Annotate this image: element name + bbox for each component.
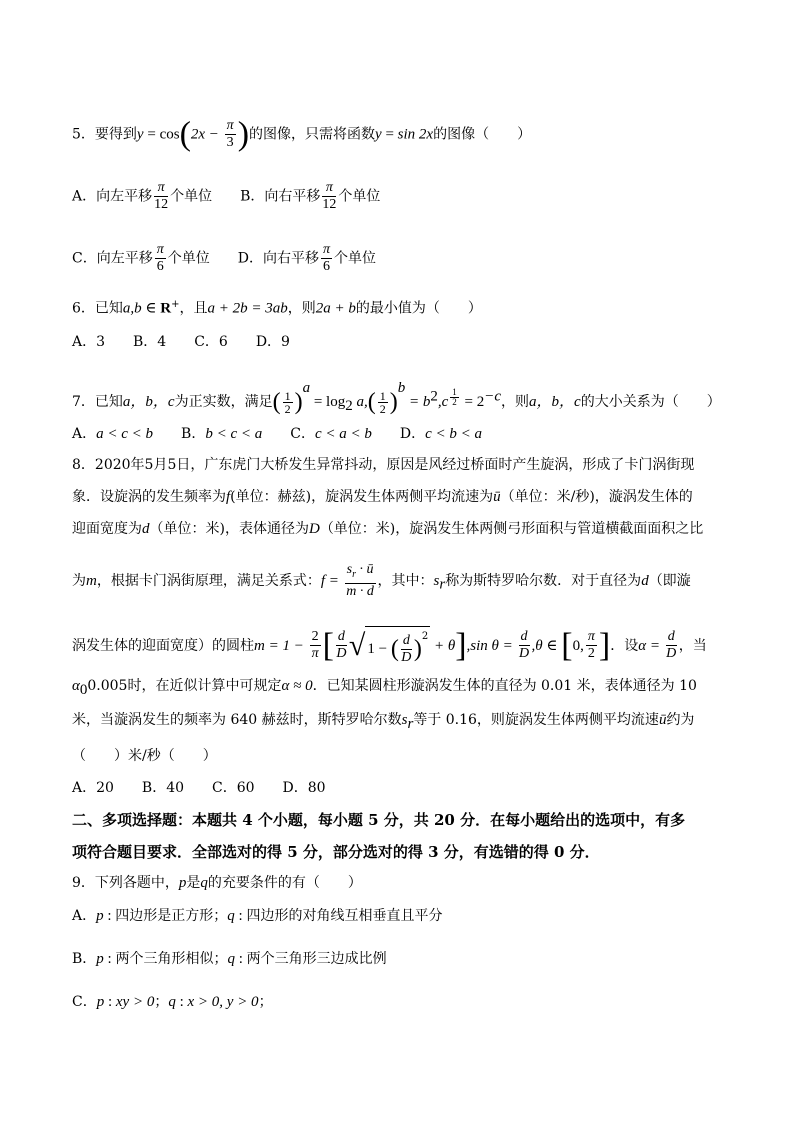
q8-line2 xyxy=(72,487,693,507)
q7-exp-b: b xyxy=(397,380,406,396)
q8-fr-D: D xyxy=(336,646,347,662)
q8-l6-sub: 0 xyxy=(79,681,88,698)
q7-opt-b-math: b < c < a xyxy=(205,426,263,442)
q7-stem-mid: 为正实数，满足 xyxy=(174,394,273,410)
q5-b-unit: 个单位 xyxy=(338,188,381,205)
q8-m: m xyxy=(86,572,97,589)
q6-stem-post: 的最小值为（ ） xyxy=(355,300,482,317)
q5-stem-post: 的图像（ ） xyxy=(433,126,532,143)
q9-stem xyxy=(72,873,362,893)
q6-cond: a,b ∈ xyxy=(122,300,161,317)
q8-l8: （ ）米/秒（ ） xyxy=(72,748,217,764)
q8-theta-in: ,θ ∈ xyxy=(531,637,562,654)
q5-opt-b: B．向右平移 xyxy=(240,188,321,205)
q7-sq: 2 xyxy=(430,388,438,405)
q8-one-minus: 1 − xyxy=(367,641,391,657)
q5-pi: π xyxy=(226,118,234,133)
q8-lbracket: [ xyxy=(322,626,334,664)
q7-opt-c-math: c < a < b xyxy=(314,426,372,442)
q8-pi-over-2 xyxy=(586,629,597,662)
q8-sqrt-body xyxy=(365,626,430,666)
q9-c-colon2: : xyxy=(175,994,188,1010)
section2-l2: 项符合题目要求．全部选对的得 5 分，部分选对的得 3 分，有选错的得 0 分． xyxy=(72,843,600,861)
q8-l4-mid: ，根据卡门涡街原理，满足关系式： xyxy=(96,572,321,589)
q7-opt-d-math: c < b < a xyxy=(425,426,482,442)
q5-rparen: ) xyxy=(237,115,250,153)
q7-eq1b: a, xyxy=(352,394,368,410)
q8-f-frac xyxy=(345,562,376,600)
q5-d-pi: π xyxy=(322,242,330,257)
q7-opt-a-math: a < c < b xyxy=(96,426,154,442)
q6-stem-pre: 6．已知 xyxy=(72,300,123,317)
q7-rp1: ) xyxy=(294,389,303,415)
q7-opt-a-label: A． xyxy=(72,426,97,442)
q8-d: d xyxy=(142,521,150,537)
q9-a-label: A． xyxy=(72,908,97,924)
q8-sq: 2 xyxy=(421,631,429,642)
q5-c-unit: 个单位 xyxy=(167,250,210,267)
q8-l2-mid: (单位：赫兹)，旋涡发生体两侧平均流速为 xyxy=(230,489,494,505)
q8-sin-eq: ,sin θ = xyxy=(466,637,517,654)
q7-opt-a xyxy=(72,426,153,442)
q8-l2-pre: 象．设旋涡的发生频率为 xyxy=(72,489,226,505)
q8-f: f xyxy=(226,489,231,505)
q8-ubar: ū xyxy=(493,489,501,505)
q8-l5-pre: 涡发生体的迎面宽度）的圆柱 xyxy=(72,637,254,654)
q5-a-unit: 个单位 xyxy=(170,188,213,205)
q8-alpha-D: D xyxy=(666,646,677,662)
q6-R: R xyxy=(160,300,172,317)
q8-l6-alpha: α xyxy=(72,678,80,694)
q5-eq: = xyxy=(143,126,160,143)
q8-sqrt xyxy=(349,626,430,666)
q5-three: 3 xyxy=(226,135,234,150)
q8-r-sub: r xyxy=(352,568,356,580)
q8-D: D xyxy=(308,521,320,537)
q8-line3 xyxy=(72,519,703,539)
q8-plus-theta: + θ xyxy=(430,637,456,654)
q9-a-p-text: 四边形是正方形； xyxy=(115,908,228,924)
q5-opt-a: A．向左平移 xyxy=(72,188,153,205)
q6-options-text: A．3 B．4 C．6 D．9 xyxy=(72,334,290,350)
q5-inner: 2x − xyxy=(190,126,223,143)
q8-l7-ubar: ū xyxy=(658,712,667,728)
q8-l5-post: ．设 xyxy=(610,637,639,654)
q8-two2: 2 xyxy=(587,646,595,662)
q8-l7-pre: 米，当漩涡发生的频率为 640 赫兹时，斯特罗哈尔数 xyxy=(72,712,402,728)
q7-c-base: ,c xyxy=(437,394,449,410)
q8-sr-u: s xyxy=(346,562,353,577)
q7-half-den: 2 xyxy=(452,397,457,408)
q8-l6-post: ．已知某圆柱形漩涡发生体的直径为 0.01 米，表体通径为 10 xyxy=(312,678,697,694)
q8-d-over-D-2 xyxy=(401,633,412,666)
q7-abc: a，b，c xyxy=(122,394,175,410)
q7-half-a xyxy=(283,390,293,415)
q8-l3-pre: 迎面宽度为 xyxy=(72,521,142,537)
q9-option-a xyxy=(72,906,442,926)
q9-stem-pre: 9．下列各题中， xyxy=(72,875,179,891)
q9-stem-mid: 是 xyxy=(186,875,201,891)
q5-c-frac xyxy=(155,242,166,275)
q8-alpha-d: d xyxy=(667,629,675,645)
q5-d-frac xyxy=(321,242,332,275)
q9-c-p-math: xy > 0 xyxy=(115,994,155,1010)
q5-opt-c: C．向左平移 xyxy=(72,250,153,267)
q8-l4-end: （即漩 xyxy=(648,572,691,589)
q9-b-p-text: 两个三角形相似； xyxy=(115,951,228,967)
q6-expr: 2a + b xyxy=(315,300,356,317)
q9-p: p xyxy=(178,875,187,891)
q5-y: y xyxy=(136,126,144,143)
q8-line8 xyxy=(72,746,217,766)
q8-rbracket: ] xyxy=(455,626,467,664)
q7-opt-c-label: C． xyxy=(290,426,315,442)
q8-f-num xyxy=(345,562,376,584)
q5-sin2x: sin 2x xyxy=(397,126,434,143)
q8-rp: ) xyxy=(413,636,422,662)
q7-exp-a: a xyxy=(302,380,311,396)
q8-pi: π xyxy=(311,646,319,662)
section2-l1: 二、多项选择题：本题共 4 个小题，每小题 5 分，共 20 分．在每小题给出的选项中，有多 xyxy=(72,811,686,829)
q7-stem-pre: 7．已知 xyxy=(72,394,123,410)
q8-lp: ( xyxy=(390,636,399,662)
q8-l3-mid: （单位：米)，表体通径为 xyxy=(149,521,309,537)
q8-alpha-frac xyxy=(666,629,677,662)
q7-two-a: 2 xyxy=(284,401,291,416)
q5-y2: y xyxy=(375,126,382,143)
q9-c-q: q xyxy=(168,994,176,1010)
q5-b-12: 12 xyxy=(322,197,337,212)
q8-fr-d2: d xyxy=(402,632,410,648)
q5-a-frac xyxy=(154,180,168,213)
q9-b-colon2: : xyxy=(234,951,247,967)
q8-pi2: π xyxy=(587,629,595,645)
q9-a-colon: : xyxy=(103,908,116,924)
q5-d-6: 6 xyxy=(322,259,330,274)
q8-l5-end: ，当 xyxy=(678,637,707,654)
q8-sqrt-sign: √ xyxy=(348,628,366,662)
q8-sin-frac xyxy=(519,629,530,662)
q5-d-unit: 个单位 xyxy=(333,250,376,267)
q7-half-exp xyxy=(448,387,461,408)
q9-b-colon: : xyxy=(103,951,116,967)
q8-rbracket2: ] xyxy=(598,626,611,664)
q7-opt-c xyxy=(290,426,372,442)
q8-l7-sr-sub: r xyxy=(407,715,414,732)
q8-l4-pre: 为 xyxy=(72,572,86,589)
q9-option-b xyxy=(72,949,387,969)
q7-one-a: 1 xyxy=(284,388,291,403)
q7-half-num: 1 xyxy=(452,387,457,398)
q9-b-p: p xyxy=(96,951,104,967)
q8-l6-pre: 0.005时，在近似计算中可规定 xyxy=(87,678,282,694)
q7-opt-b xyxy=(181,426,262,442)
q9-stem-post: 的充要条件的有（ ） xyxy=(207,875,362,891)
q8-line5 xyxy=(72,626,707,666)
q8-dot-u: · ū xyxy=(356,562,374,577)
q7-stem-post: ，则 xyxy=(501,394,530,410)
q8-d2: d xyxy=(641,572,649,589)
q8-line4 xyxy=(72,562,691,600)
q9-c-q-math: x > 0, y > 0 xyxy=(187,994,259,1010)
q9-a-colon2: : xyxy=(234,908,247,924)
q5-pi-over-3 xyxy=(225,118,236,151)
q7-half-exp-frac xyxy=(450,388,459,407)
q9-b-q: q xyxy=(227,951,235,967)
q8-line7 xyxy=(72,710,694,734)
q8-l7-post: 约为 xyxy=(666,712,695,728)
q7-two-b: 2 xyxy=(379,401,386,416)
q7-log-sub: 2 xyxy=(345,397,353,414)
q8-l2-post: （单位：米/秒)，漩涡发生体的 xyxy=(500,489,693,505)
q6-options xyxy=(72,332,290,352)
q5-b-pi: π xyxy=(322,180,336,197)
q9-q: q xyxy=(200,875,208,891)
q7-opt-d-label: D． xyxy=(399,426,426,442)
q8-l7-mid: 等于 0.16，则旋涡发生体两侧平均流速 xyxy=(413,712,659,728)
q7-abc2: a，b，c xyxy=(529,394,581,410)
q5-stem-pre: 5．要得到 xyxy=(72,126,137,143)
section2-line2 xyxy=(72,842,600,862)
q6-stem-mid2: ，则 xyxy=(287,300,316,317)
q7-neg-c: −c xyxy=(484,388,502,405)
q7-options xyxy=(72,424,482,444)
q7-lp2: ( xyxy=(367,389,376,415)
q7-opt-d xyxy=(400,426,482,442)
q8-fr-d: d xyxy=(337,629,345,645)
q8-sr: s xyxy=(433,572,440,589)
q9-option-c xyxy=(72,992,273,1012)
q9-c-colon: : xyxy=(104,994,116,1010)
q5-options-ab xyxy=(72,180,380,213)
q9-c-end: ； xyxy=(258,994,273,1010)
q5-b-frac xyxy=(322,180,336,213)
q8-l6-approx: α ≈ 0 xyxy=(281,678,313,694)
q6-plus: + xyxy=(171,299,180,310)
q7-half-b xyxy=(378,390,388,415)
q8-alpha-eq: α = xyxy=(638,637,664,654)
q7-one-b: 1 xyxy=(379,388,386,403)
q8-options xyxy=(72,778,326,798)
q8-options-text: A．20 B．40 C．60 D．80 xyxy=(72,780,326,796)
q9-b-q-text: 两个三角形三边成比例 xyxy=(246,951,387,967)
q5-lparen: ( xyxy=(179,115,191,153)
q8-meq: m = 1 − xyxy=(254,637,308,654)
q8-sr-sub: r xyxy=(439,576,446,593)
q7-rp2: ) xyxy=(389,389,398,415)
q7-opt-b-label: B． xyxy=(181,426,206,442)
q9-a-q: q xyxy=(227,908,235,924)
q8-sin-d: d xyxy=(520,629,528,645)
q5-c-pi: π xyxy=(156,242,164,257)
q9-a-q-text: 四边形的对角线互相垂直且平分 xyxy=(246,908,443,924)
q7-stem-post2: 的大小关系为（ ） xyxy=(580,394,721,410)
q6-stem xyxy=(72,295,482,319)
q5-a-pi: π xyxy=(154,180,168,197)
q9-c-p: p xyxy=(96,994,105,1010)
q7-lp1: ( xyxy=(272,389,281,415)
q9-c-label: C． xyxy=(72,994,97,1010)
q8-zero: 0, xyxy=(572,637,584,654)
q7-eq2: = b xyxy=(405,394,431,410)
q8-2-over-pi xyxy=(310,629,321,662)
q8-line1 xyxy=(72,455,694,475)
q7-eq3: = 2 xyxy=(460,394,485,410)
q8-m-d: m · d xyxy=(346,583,374,599)
q8-l4-post: 称为斯特罗哈尔数．对于直径为 xyxy=(445,572,642,589)
q5-a-12: 12 xyxy=(154,197,169,212)
q8-line6 xyxy=(72,676,697,700)
q5-options-cd xyxy=(72,242,376,275)
q8-fr-D2: D xyxy=(401,649,412,665)
q9-a-p: p xyxy=(96,908,104,924)
q7-eq1: = log xyxy=(310,394,346,410)
q9-c-sep: ； xyxy=(154,994,169,1010)
q8-feq: f = xyxy=(320,572,343,589)
q6-stem-mid: ，且 xyxy=(179,300,208,317)
q6-eq: a + 2b = 3ab xyxy=(207,300,288,317)
q5-stem xyxy=(72,115,532,153)
q8-two: 2 xyxy=(311,629,319,645)
section2-line1 xyxy=(72,810,685,830)
q9-b-label: B． xyxy=(72,951,97,967)
q8-lbracket2: [ xyxy=(561,626,573,664)
q8-l4-mid2: ，其中： xyxy=(377,572,434,589)
q8-sin-D: D xyxy=(518,646,530,662)
q5-stem-mid: 的图像，只需将函数 xyxy=(249,126,376,143)
q8-d-over-D xyxy=(336,629,347,662)
q5-eq2: = xyxy=(381,126,398,143)
q5-opt-d: D．向右平移 xyxy=(237,250,319,267)
q8-l3-post: （单位：米)，旋涡发生体两侧弓形面积与管道横截面面积之比 xyxy=(319,521,704,537)
q8-l1: 8．2020年5月5日，广东虎门大桥发生异常抖动，原因是风经过桥面时产生旋涡，形成了卡门涡街现 xyxy=(72,457,695,473)
q5-c-6: 6 xyxy=(156,259,164,274)
q8-l7-sr: s xyxy=(401,712,408,728)
q5-cos: cos xyxy=(159,126,180,143)
q7-stem xyxy=(72,378,721,416)
